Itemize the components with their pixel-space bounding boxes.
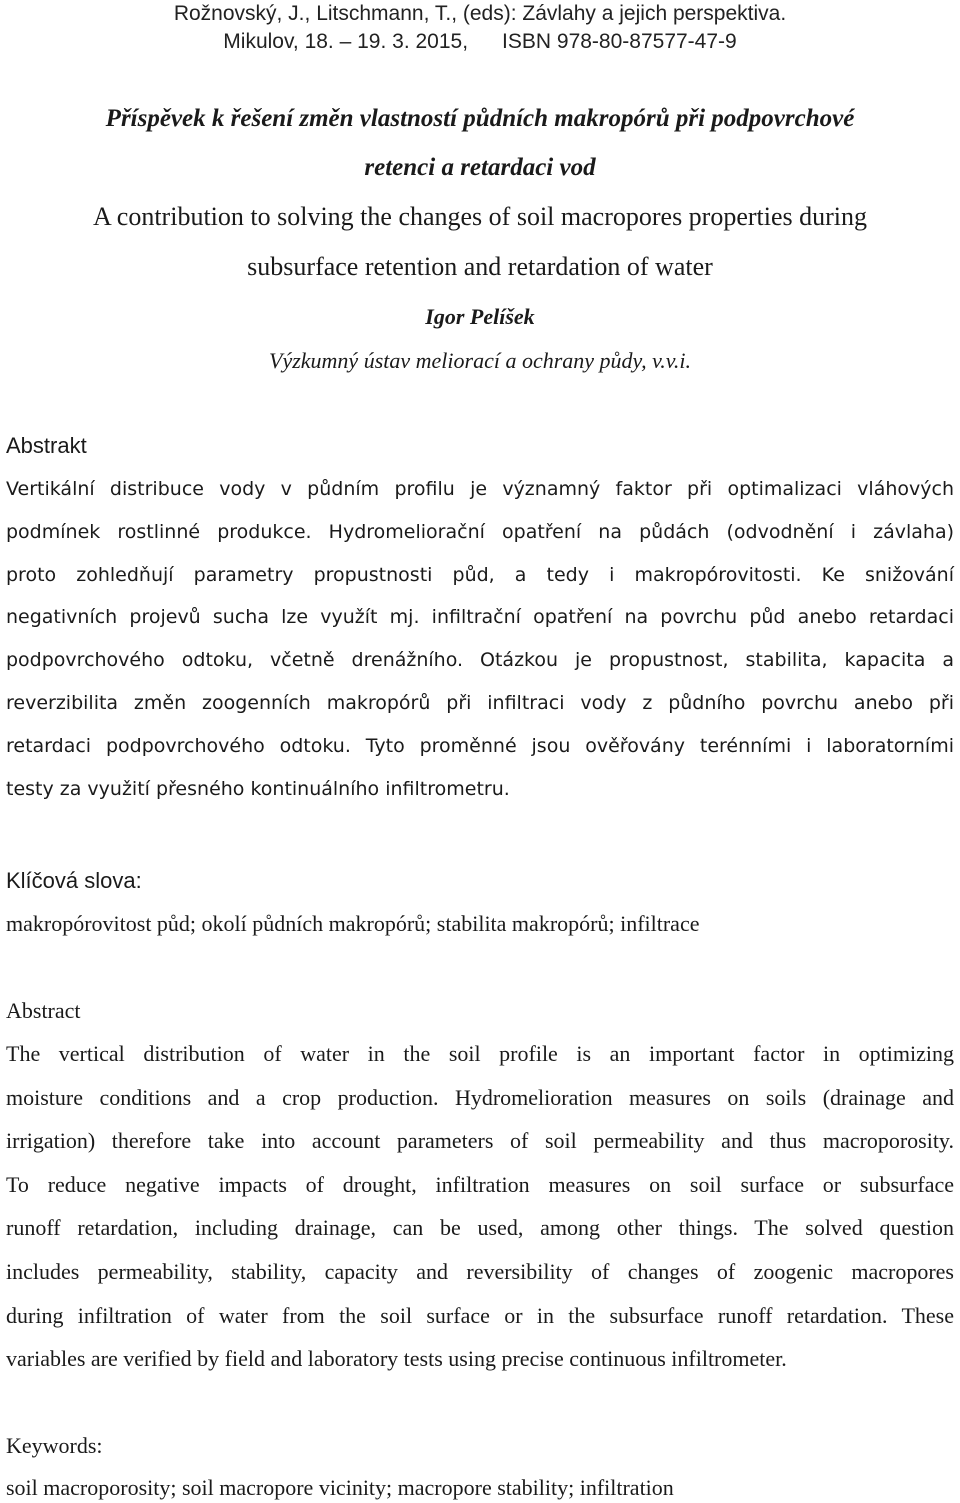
abstrakt-heading: Abstrakt: [6, 433, 87, 458]
abstract-text: [6, 1032, 954, 1381]
abstract-line: runoff retardation, including drainage, can be used, among other things. The solved question: [6, 1215, 954, 1241]
conference-place-date: Mikulov, 18. – 19. 3. 2015,: [223, 30, 469, 53]
title-en-line-2: subsurface retention and retardation of water: [247, 252, 713, 281]
klicova-slova-text: makropórovitost půd; okolí půdních makropórů; stabilita makropórů; infiltrace: [6, 911, 700, 936]
keywords-heading: Keywords:: [6, 1433, 103, 1458]
abstrakt-text: [6, 468, 954, 810]
abstrakt-line: negativních projevů sucha lze využít mj. infiltrační opatření na povrchu půd anebo retardaci: [6, 606, 954, 629]
abstrakt-line: proto zohledňují parametry propustnosti půd, a tedy i makropórovitosti. Ke snižování: [6, 563, 954, 586]
abstract-line: includes permeability, stability, capacity and reversibility of changes of zoogenic macropores: [6, 1258, 954, 1284]
abstract-line: irrigation) therefore take into account parameters of soil permeability and thus macroporosity.: [6, 1128, 954, 1154]
author: Igor Pelíšek: [425, 304, 535, 329]
title-cz-line-2: retenci a retardaci vod: [364, 154, 596, 181]
isbn: ISBN 978-80-87577-47-9: [502, 30, 737, 53]
title-cz-line-1: Příspěvek k řešení změn vlastností půdních makropórů při podpovrchové: [105, 105, 855, 132]
abstrakt-line: podmínek rostlinné produkce. Hydromeliorační opatření na půdách (odvodnění i závlaha): [6, 520, 954, 543]
abstract-line: The vertical distribution of water in the soil profile is an important factor in optimizing: [6, 1041, 954, 1066]
keywords-text: soil macroporosity; soil macropore vicinity; macropore stability; infiltration: [6, 1475, 674, 1500]
abstract-line: variables are verified by field and laboratory tests using precise continuous infiltrometer.: [6, 1346, 787, 1372]
abstrakt-line: Vertikální distribuce vody v půdním profilu je významný faktor při optimalizaci vláhových: [6, 478, 954, 500]
abstract-line: To reduce negative impacts of drought, infiltration measures on soil surface or subsurface: [6, 1171, 954, 1197]
abstract-line: during infiltration of water from the soil surface or in the subsurface runoff retardation. These: [6, 1302, 954, 1328]
proceedings-citation: Rožnovský, J., Litschmann, T., (eds): Závlahy a jejich perspektiva.: [173, 2, 787, 25]
title-en-line-1: A contribution to solving the changes of soil macropores properties during: [92, 202, 868, 231]
abstrakt-line: podpovrchového odtoku, včetně drenážního. Otázkou je propustnost, stabilita, kapacita a: [6, 649, 954, 672]
abstract-line: moisture conditions and a crop production. Hydromelioration measures on soils (drainage and: [6, 1084, 954, 1110]
proceedings-details: [0, 30, 960, 54]
klicova-slova-heading: Klíčová slova:: [6, 868, 142, 893]
abstract-heading: Abstract: [6, 998, 81, 1023]
abstrakt-line: reverzibilita změn zoogenních makropórů při infiltraci vody z půdního povrchu anebo při: [6, 691, 954, 714]
abstrakt-line: retardaci podpovrchového odtoku. Tyto proměnné jsou ověřovány terénními i laboratorními: [6, 734, 954, 757]
abstrakt-line: testy za využití přesného kontinuálního infiltrometru.: [6, 777, 510, 800]
affiliation: Výzkumný ústav meliorací a ochrany půdy, v.v.i.: [269, 348, 691, 373]
